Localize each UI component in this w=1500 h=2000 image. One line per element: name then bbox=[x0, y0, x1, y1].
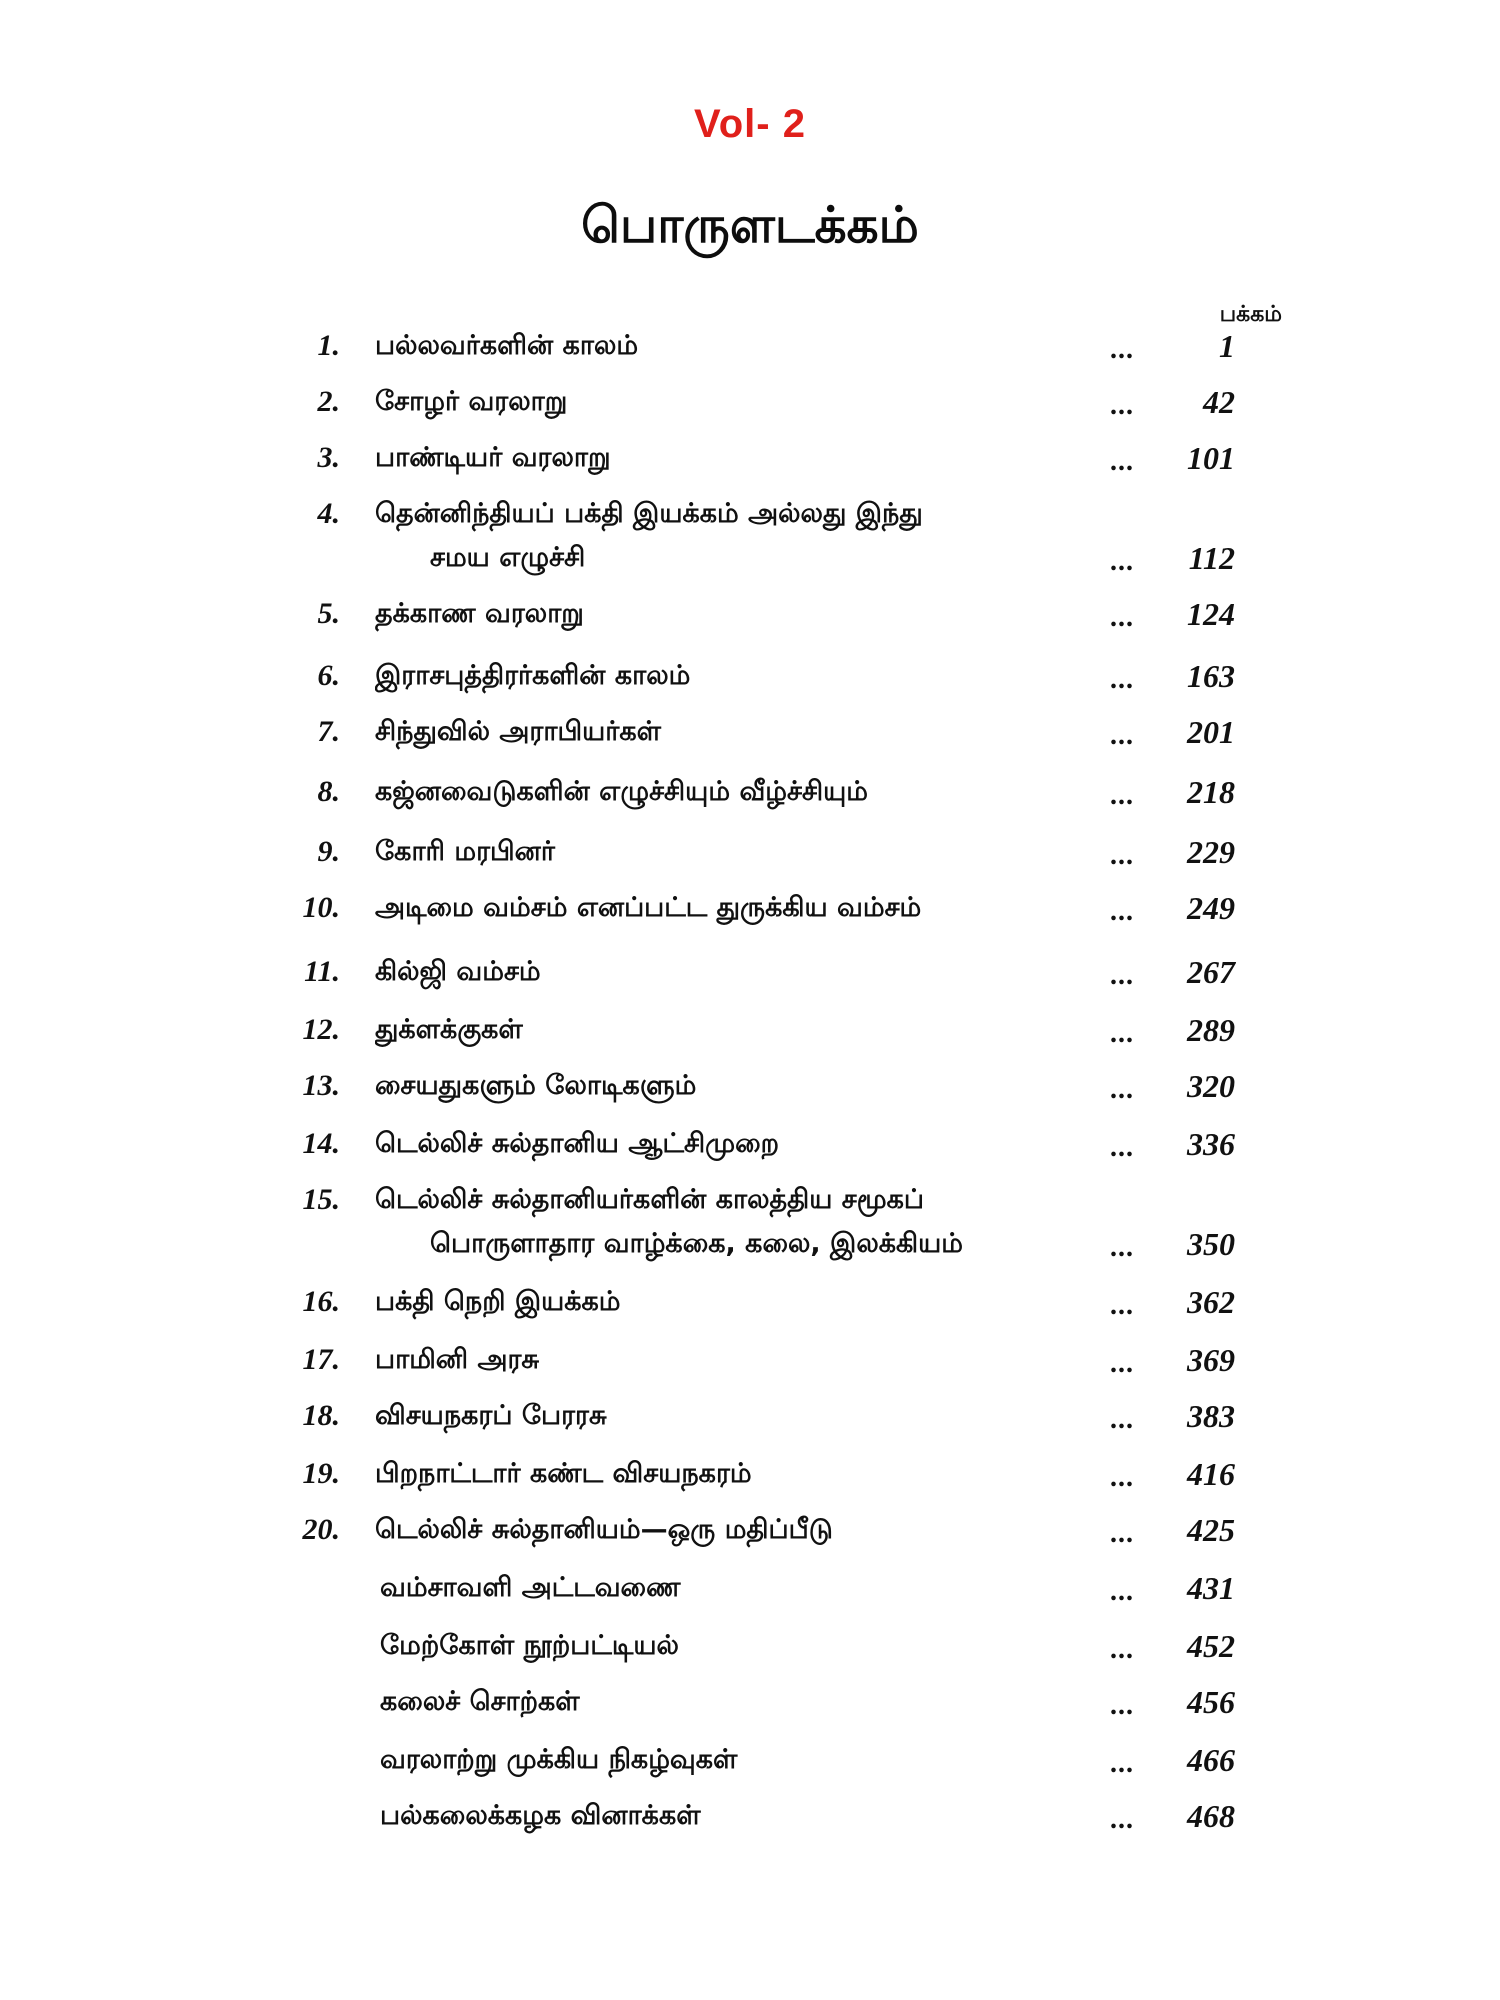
toc-entry-page-number: 350 bbox=[1187, 1226, 1235, 1262]
toc-entry-title: டெல்லிச் சுல்தானியம்—ஒரு மதிப்பீடு bbox=[375, 1514, 833, 1545]
toc-entry-leader-dots: ... bbox=[1110, 1518, 1134, 1549]
toc-entry-number: 15. bbox=[302, 1183, 340, 1216]
page-column-header: பக்கம் bbox=[1219, 302, 1282, 327]
toc-entry-leader-dots: ... bbox=[1110, 1634, 1134, 1665]
page-title: பொருளடக்கம் bbox=[581, 196, 919, 254]
toc-entry-page-number: 201 bbox=[1187, 714, 1235, 750]
toc-entry-number: 10. bbox=[302, 891, 340, 924]
toc-entry-number: 20. bbox=[302, 1513, 340, 1546]
toc-entry-leader-dots: ... bbox=[1110, 1404, 1134, 1435]
toc-entry-page-number: 289 bbox=[1187, 1012, 1235, 1048]
toc-entry-leader-dots: ... bbox=[1110, 602, 1134, 633]
toc-entry-title: சையதுகளும் லோடிகளும் bbox=[375, 1070, 697, 1101]
toc-entry-number: 14. bbox=[302, 1127, 340, 1160]
toc-entry-leader-dots: ... bbox=[1110, 1804, 1134, 1835]
toc-entry-number: 13. bbox=[302, 1069, 340, 1102]
toc-entry-title: டெல்லிச் சுல்தானியர்களின் காலத்திய சமூகப் bbox=[375, 1184, 925, 1215]
toc-entry-leader-dots: ... bbox=[1110, 780, 1134, 811]
toc-entry-number: 4. bbox=[317, 497, 340, 530]
toc-entry-leader-dots: ... bbox=[1110, 840, 1134, 871]
toc-entry-title: மேற்கோள் நூற்பட்டியல் bbox=[380, 1630, 679, 1661]
toc-entry-leader-dots: ... bbox=[1110, 1290, 1134, 1321]
toc-entry-leader-dots: ... bbox=[1110, 1132, 1134, 1163]
toc-entry-title: பல்லவர்களின் காலம் bbox=[375, 330, 639, 361]
toc-entry-page-number: 416 bbox=[1187, 1456, 1235, 1492]
toc-entry-leader-dots: ... bbox=[1110, 390, 1134, 421]
toc-entry-title: துக்ளக்குகள் bbox=[375, 1014, 523, 1045]
toc-entry-title-continued: சமய எழுச்சி bbox=[430, 542, 586, 573]
toc-entry-page-number: 383 bbox=[1187, 1398, 1235, 1434]
toc-entry-number: 2. bbox=[317, 385, 340, 418]
toc-entry-title: கில்ஜி வம்சம் bbox=[375, 956, 541, 987]
toc-entry-number: 5. bbox=[317, 597, 340, 630]
toc-entry-title: கஜ்னவைடுகளின் எழுச்சியும் வீழ்ச்சியும் bbox=[375, 776, 868, 807]
toc-entry-number: 3. bbox=[317, 441, 340, 474]
toc-entry-page-number: 1 bbox=[1219, 328, 1235, 364]
toc-entry-number: 11. bbox=[304, 955, 340, 988]
toc-entry-title: பாண்டியர் வரலாறு bbox=[375, 442, 611, 473]
toc-entry-page-number: 163 bbox=[1187, 658, 1235, 694]
toc-entry-title: பிறநாட்டார் கண்ட விசயநகரம் bbox=[375, 1458, 752, 1489]
toc-entry-number: 1. bbox=[317, 329, 340, 362]
toc-entry-page-number: 466 bbox=[1187, 1742, 1235, 1778]
toc-entry-page-number: 452 bbox=[1187, 1628, 1235, 1664]
toc-entry-page-number: 456 bbox=[1187, 1684, 1235, 1720]
toc-entry-leader-dots: ... bbox=[1110, 334, 1134, 365]
toc-entry-number: 7. bbox=[317, 715, 340, 748]
toc-entry-page-number: 369 bbox=[1187, 1342, 1235, 1378]
toc-entry-title: தென்னிந்தியப் பக்தி இயக்கம் அல்லது இந்து bbox=[375, 498, 923, 529]
toc-entry-title: இராசபுத்திரர்களின் காலம் bbox=[375, 660, 691, 691]
toc-entry-number: 19. bbox=[302, 1457, 340, 1490]
toc-entry-number: 16. bbox=[302, 1285, 340, 1318]
toc-entry-page-number: 229 bbox=[1187, 834, 1235, 870]
toc-entry-leader-dots: ... bbox=[1110, 1462, 1134, 1493]
toc-entry-title-continued: பொருளாதார வாழ்க்கை, கலை, இலக்கியம் bbox=[430, 1228, 963, 1259]
toc-entry-number: 17. bbox=[302, 1343, 340, 1376]
toc-entry-leader-dots: ... bbox=[1110, 1074, 1134, 1105]
toc-entry-leader-dots: ... bbox=[1110, 720, 1134, 751]
toc-entry-leader-dots: ... bbox=[1110, 1748, 1134, 1779]
toc-entry-leader-dots: ... bbox=[1110, 1576, 1134, 1607]
toc-entry-leader-dots: ... bbox=[1110, 1018, 1134, 1049]
toc-entry-page-number: 362 bbox=[1187, 1284, 1235, 1320]
toc-entry-title: பக்தி நெறி இயக்கம் bbox=[375, 1286, 621, 1317]
volume-label: Vol- 2 bbox=[694, 102, 806, 146]
toc-entry-title: கலைச் சொற்கள் bbox=[380, 1686, 580, 1717]
toc-entry-title: சோழர் வரலாறு bbox=[375, 386, 568, 417]
toc-entry-page-number: 249 bbox=[1187, 890, 1235, 926]
toc-entry-page-number: 218 bbox=[1187, 774, 1235, 810]
toc-entry-leader-dots: ... bbox=[1110, 1690, 1134, 1721]
toc-entry-title: தக்காண வரலாறு bbox=[375, 598, 584, 629]
toc-entry-leader-dots: ... bbox=[1110, 546, 1134, 577]
toc-entry-number: 12. bbox=[302, 1013, 340, 1046]
toc-entry-page-number: 42 bbox=[1203, 384, 1235, 420]
toc-entry-title: வம்சாவளி அட்டவணை bbox=[380, 1572, 681, 1603]
toc-entry-page-number: 425 bbox=[1187, 1512, 1235, 1548]
toc-entry-page-number: 431 bbox=[1187, 1570, 1235, 1606]
toc-entry-page-number: 267 bbox=[1187, 954, 1235, 990]
toc-entry-title: டெல்லிச் சுல்தானிய ஆட்சிமுறை bbox=[375, 1128, 780, 1159]
toc-entry-leader-dots: ... bbox=[1110, 896, 1134, 927]
toc-entry-title: கோரி மரபினர் bbox=[375, 836, 555, 867]
toc-entry-number: 18. bbox=[302, 1399, 340, 1432]
toc-entry-number: 8. bbox=[317, 775, 340, 808]
toc-entry-leader-dots: ... bbox=[1110, 446, 1134, 477]
toc-entry-page-number: 112 bbox=[1188, 540, 1235, 576]
toc-entry-page-number: 101 bbox=[1187, 440, 1235, 476]
toc-entry-page-number: 336 bbox=[1187, 1126, 1235, 1162]
toc-entry-number: 6. bbox=[317, 659, 340, 692]
toc-entry-page-number: 468 bbox=[1187, 1798, 1235, 1834]
toc-entry-title: வரலாற்று முக்கிய நிகழ்வுகள் bbox=[380, 1744, 738, 1775]
toc-entry-title: சிந்துவில் அராபியர்கள் bbox=[375, 716, 661, 747]
toc-entry-title: அடிமை வம்சம் எனப்பட்ட துருக்கிய வம்சம் bbox=[375, 892, 922, 923]
toc-entry-leader-dots: ... bbox=[1110, 960, 1134, 991]
toc-entry-title: விசயநகரப் பேரரசு bbox=[375, 1400, 607, 1431]
toc-entry-page-number: 320 bbox=[1187, 1068, 1235, 1104]
toc-entry-title: பல்கலைக்கழக வினாக்கள் bbox=[380, 1800, 701, 1831]
toc-entry-leader-dots: ... bbox=[1110, 664, 1134, 695]
toc-entry-title: பாமினி அரசு bbox=[375, 1344, 540, 1375]
toc-entry-number: 9. bbox=[317, 835, 340, 868]
toc-entry-leader-dots: ... bbox=[1110, 1232, 1134, 1263]
toc-entry-leader-dots: ... bbox=[1110, 1348, 1134, 1379]
toc-entry-page-number: 124 bbox=[1187, 596, 1235, 632]
